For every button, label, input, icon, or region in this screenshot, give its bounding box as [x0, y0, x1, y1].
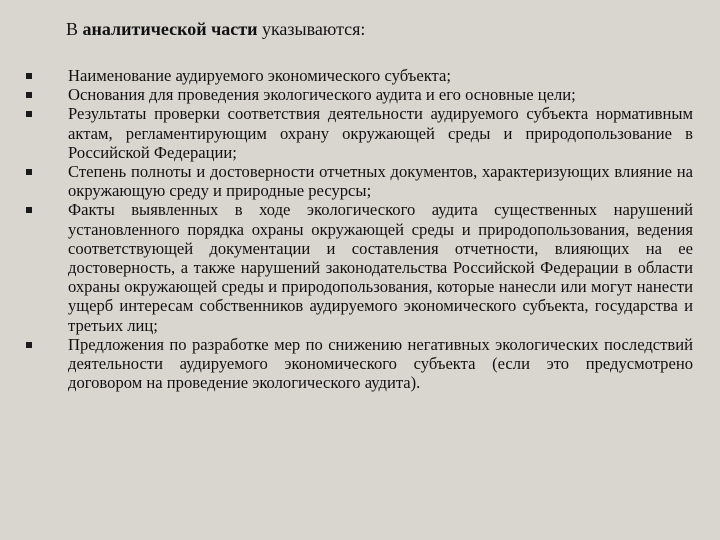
square-bullet-icon — [26, 207, 32, 213]
heading-suffix: указываются: — [257, 19, 366, 39]
list-item — [0, 104, 720, 162]
list-item-text: Степень полноты и достоверности отчетных документов, характеризующих влияние на окружающую среду и природные ресурсы; — [68, 162, 693, 201]
bullet-list — [0, 66, 720, 392]
list-item — [0, 66, 720, 85]
list-item-text: Предложения по разработке мер по снижению негативных экологических последствий деятельности аудируемого экономического субъекта (если это предусмотрено договором на проведение экологического аудита). — [68, 334, 693, 393]
slide-heading — [66, 18, 365, 40]
square-bullet-icon — [26, 342, 32, 348]
list-item-text: Наименование аудируемого экономического субъекта; — [68, 66, 451, 85]
square-bullet-icon — [26, 92, 32, 98]
list-item — [0, 162, 720, 200]
list-item — [0, 200, 720, 334]
list-item-text: Результаты проверки соответствия деятельности аудируемого субъекта нормативным актам, регламентирующим охрану окружающей среды и природопользование в Российской Федерации; — [68, 104, 693, 162]
square-bullet-icon — [26, 169, 32, 175]
list-item — [0, 335, 720, 393]
list-item-text: Основания для проведения экологического аудита и его основные цели; — [68, 85, 576, 105]
square-bullet-icon — [26, 111, 32, 117]
square-bullet-icon — [26, 73, 32, 79]
list-item — [0, 85, 720, 104]
list-item-text: Факты выявленных в ходе экологического аудита существенных нарушений установленного порядка охраны окружающей среды и природопользования, ведения соответствующей документации и составления отчетности, влияющих на ее достоверность, а также нарушений законодательства Российской Федерации в области охраны окружающей среды и природопользования, которые нанесли или могут нанести ущерб интересам собственников аудируемого экономического субъекта, государства и третьих лиц; — [68, 200, 693, 335]
heading-prefix: В — [66, 19, 83, 39]
heading-bold: аналитической части — [82, 19, 258, 39]
